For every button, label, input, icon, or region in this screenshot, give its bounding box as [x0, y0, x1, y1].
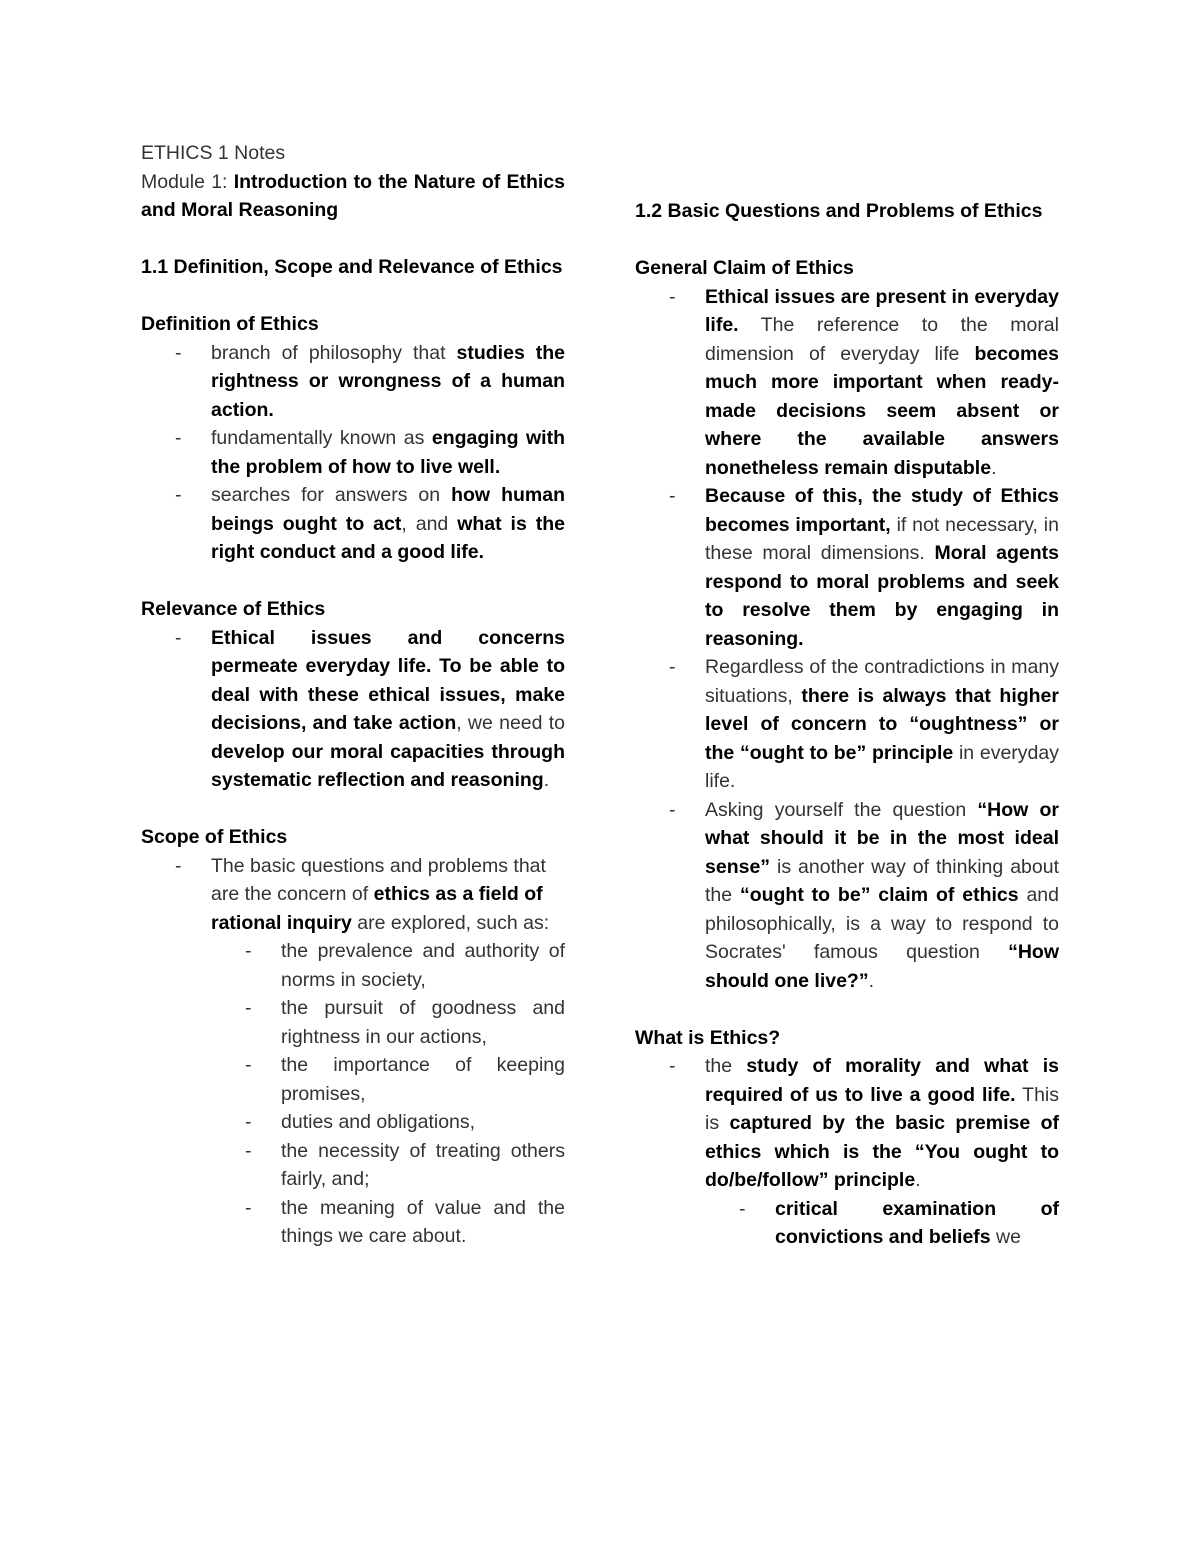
- list-item: - Regardless of the contradictions in many situations, there is always that higher level of concern to “oughtness” or the “ought to be” principle in everyday life.: [635, 653, 1059, 796]
- list-item: - the study of morality and what is required of us to live a good life. This is captured by the basic premise of ethics which is the “You ought to do/be/follow” principle. - critical examination of convictions and beliefs we: [635, 1052, 1059, 1252]
- scope-sublist: [211, 937, 565, 1251]
- relevance-list: [141, 624, 565, 795]
- list-item: - duties and obligations,: [211, 1108, 565, 1137]
- spacer: [635, 995, 1059, 1024]
- list-item: - branch of philosophy that studies the rightness or wrongness of a human action.: [141, 339, 565, 425]
- list-item: - Because of this, the study of Ethics becomes important, if not necessary, in these moral dimensions. Moral agents respond to moral problems and seek to resolve them by engaging in reasoning.: [635, 482, 1059, 653]
- list-item: - searches for answers on how human beings ought to act, and what is the right conduct and a good life.: [141, 481, 565, 567]
- definition-heading: Definition of Ethics: [141, 313, 319, 335]
- section-1-2-heading: 1.2 Basic Questions and Problems of Ethics: [635, 200, 1043, 222]
- right-column: [635, 197, 1059, 1252]
- module-name: Introduction to the Nature of Ethics and Moral Reasoning: [141, 170, 565, 221]
- scope-list: [141, 852, 565, 1251]
- general-claim-heading: General Claim of Ethics: [635, 257, 854, 279]
- list-item: - the pursuit of goodness and rightness in our actions,: [211, 994, 565, 1051]
- list-item: - the meaning of value and the things we care about.: [211, 1194, 565, 1251]
- list-item: - The basic questions and problems that are the concern of ethics as a field of rational inquiry are explored, such as: - the prevalence and authority of norms in society, - the pursuit of goodness and rightness in our actions, - the importance of keeping promises, - duties and obligations, - the necessity of treating others fairly, and; - the meaning of value and the things we care about.: [141, 852, 565, 1251]
- left-column: [141, 139, 565, 1251]
- scope-heading: Scope of Ethics: [141, 826, 288, 848]
- module-title: [141, 168, 565, 225]
- general-claim-list: [635, 283, 1059, 996]
- spacer: [141, 567, 565, 596]
- section-1-1-heading: 1.1 Definition, Scope and Relevance of Ethics: [141, 256, 563, 278]
- relevance-heading: Relevance of Ethics: [141, 598, 326, 620]
- list-item: - fundamentally known as engaging with the problem of how to live well.: [141, 424, 565, 481]
- spacer: [141, 282, 565, 311]
- list-item: - Ethical issues are present in everyday life. The reference to the moral dimension of everyday life becomes much more important when ready-made decisions seem absent or where the available answers nonetheless remain disputable.: [635, 283, 1059, 483]
- list-item: - the prevalence and authority of norms in society,: [211, 937, 565, 994]
- list-item: - critical examination of convictions and beliefs we: [705, 1195, 1059, 1252]
- list-item: - Asking yourself the question “How or what should it be in the most ideal sense” is another way of thinking about the “ought to be” claim of ethics and philosophically, is a way to respond to Socrates' famous question “How should one live?”.: [635, 796, 1059, 996]
- document-title: ETHICS 1 Notes: [141, 142, 286, 164]
- list-item: - Ethical issues and concerns permeate everyday life. To be able to deal with these ethical issues, make decisions, and take action, we need to develop our moral capacities through systematic reflection and reasoning.: [141, 624, 565, 795]
- list-item: - the necessity of treating others fairly, and;: [211, 1137, 565, 1194]
- module-prefix: Module 1:: [141, 170, 234, 193]
- spacer: [141, 225, 565, 254]
- what-is-ethics-sublist: [705, 1195, 1059, 1252]
- list-item: - the importance of keeping promises,: [211, 1051, 565, 1108]
- spacer: [635, 226, 1059, 255]
- definition-list: [141, 339, 565, 567]
- spacer: [141, 795, 565, 824]
- what-is-ethics-list: [635, 1052, 1059, 1252]
- what-is-ethics-heading: What is Ethics?: [635, 1026, 781, 1049]
